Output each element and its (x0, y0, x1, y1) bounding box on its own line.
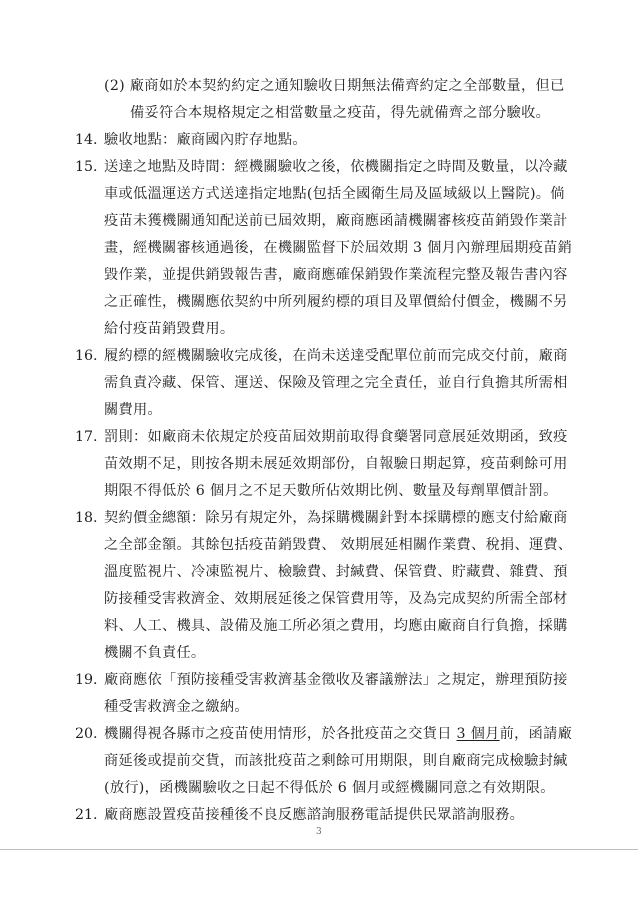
underlined-phrase: 3 個月 (456, 726, 500, 742)
text-line: 廠商應依「預防接種受害救濟基金徵收及審議辦法」之規定，辦理預防接 (104, 672, 568, 688)
text-line: 給付疫苗銷毀費用。 (104, 321, 235, 337)
text-line: 之全部金額。其餘包括疫苗銷毀費、 效期展延相關作業費、稅捐、運費、 (104, 537, 573, 553)
text-line: 機關不負責任。 (104, 645, 206, 661)
text-line: 期限不得低於 6 個月之不足天數所佔效期比例、數量及每劑單價計罰。 (104, 483, 558, 499)
text-line: 疫苗未獲機關通知配送前已屆效期，廠商應函請機關審核疫苗銷毀作業計 (104, 213, 568, 229)
text-line: 廠商應設置疫苗接種後不良反應諮詢服務電話提供民眾諮詢服務。 (104, 807, 525, 823)
page-number: 3 (316, 827, 322, 837)
item-number: 20. (75, 726, 98, 742)
text-line: (2) 廠商如於本契約約定之通知驗收日期無法備齊約定之全部數量，但已 (104, 78, 565, 94)
text-line: 罰則：如廠商未依規定於疫苗屆效期前取得食藥署同意展延效期函，致疫 (104, 429, 568, 445)
text-line: 毀作業，並提供銷毀報告書，廠商應確保銷毀作業流程完整及報告書內容 (104, 267, 568, 283)
text-line: 車或低溫運送方式送達指定地點(包括全國衛生局及區域級以上醫院)。倘 (104, 186, 565, 202)
item-number: 16. (75, 348, 98, 364)
text-line: 種受害救濟金之繳納。 (104, 699, 249, 715)
footer-divider (0, 849, 638, 850)
text-line: (放行)，函機關驗收之日起不得低於 6 個月或經機關同意之有效期限。 (104, 780, 555, 796)
text-line: 需負責冷藏、保管、運送、保險及管理之完全責任，並自行負擔其所需相 (104, 375, 568, 391)
text-line: 防接種受害救濟金、效期展延後之保管費用等，及為完成契約所需全部材 (104, 591, 568, 607)
text-line: 料、人工、機具、設備及施工所必須之費用，均應由廠商自行負擔，採購 (104, 618, 568, 634)
text-line: 備妥符合本規格規定之相當數量之疫苗，得先就備齊之部分驗收。 (130, 105, 551, 121)
text-line: 溫度監視片、冷凍監視片、檢驗費、封緘費、保管費、貯藏費、雜費、預 (104, 564, 568, 580)
text-line: 商延後或提前交貨，而該批疫苗之剩餘可用期限，則自廠商完成檢驗封緘 (104, 753, 568, 769)
text-line: 機關得視各縣市之疫苗使用情形，於各批疫苗之交貨日 3 個月前，函請廠 (104, 726, 573, 742)
text-line: 畫，經機關審核通過後，在機關監督下於屆效期 3 個月內辦理屆期疫苗銷 (104, 240, 573, 256)
text-line: 驗收地點：廠商國內貯存地點。 (104, 132, 307, 148)
item-number: 18. (75, 510, 98, 526)
text-line: 送達之地點及時間：經機關驗收之後，依機關指定之時間及數量，以冷藏 (104, 159, 568, 175)
text-line: 契約價金總額：除另有規定外，為採購機關針對本採購標的應支付給廠商 (104, 510, 568, 526)
item-number: 21. (75, 807, 98, 823)
text-line: 苗效期不足，則按各期未展延效期部份，自報驗日期起算，疫苗剩餘可用 (104, 456, 568, 472)
item-number: 17. (75, 429, 98, 445)
item-number: 14. (75, 132, 98, 148)
text-line: 履約標的經機關驗收完成後，在尚未送達受配單位前而完成交付前，廠商 (104, 348, 568, 364)
item-number: 15. (75, 159, 98, 175)
item-number: 19. (75, 672, 98, 688)
text-line: 之正確性，機關應依契約中所列履約標的項目及單價給付價金，機關不另 (104, 294, 568, 310)
text-line: 關費用。 (104, 402, 162, 418)
